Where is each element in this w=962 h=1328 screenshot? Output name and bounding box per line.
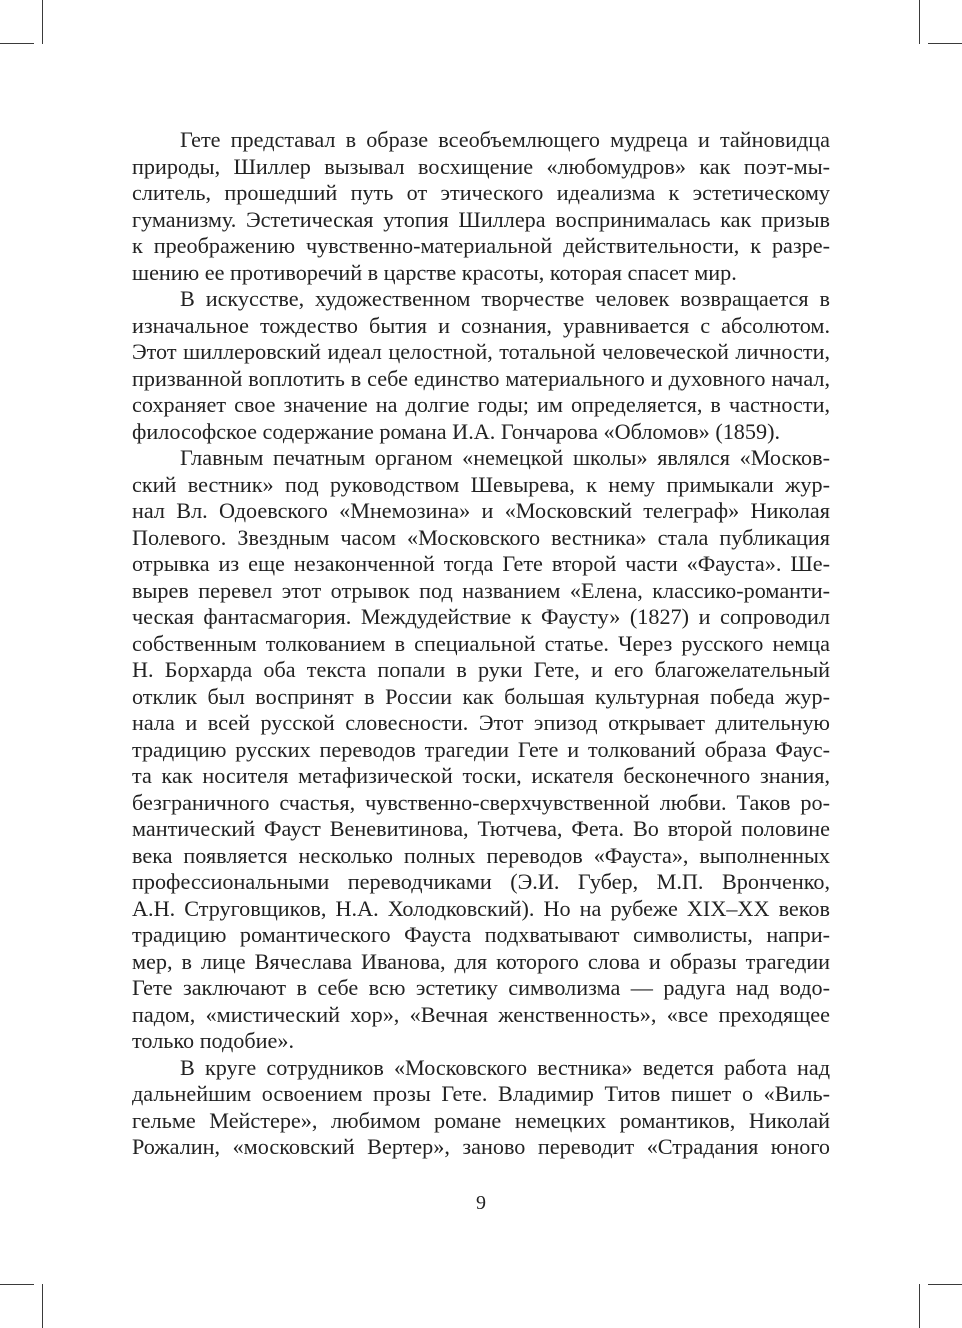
text-line: только подобие». (132, 1028, 295, 1053)
text-line: В круге сотрудников «Московского вестника» ведется работа над (180, 1054, 830, 1080)
text-line: профессиональными переводчиками (Э.И. Губер, М.П. Вронченко, (132, 869, 830, 894)
text-line: гельме Мейстере», любимом романе немецких романтиков, Николай (132, 1107, 830, 1133)
text-line: та как носителя метафизической тоски, искателя бесконечного знания, (132, 763, 830, 788)
text-line: Главным печатным органом «немецкой школы» являлся «Москов- (180, 445, 830, 470)
paragraph-goethe-schiller (132, 127, 830, 286)
text-line: призванной воплотить в себе единство материального и духовного начал, (132, 365, 830, 391)
crop-mark-bottom-right-horizontal (928, 1284, 962, 1285)
text-line: философское содержание романа И.А. Гончарова «Обломов» (1859). (132, 418, 781, 444)
text-line: гуманизму. Эстетическая утопия Шиллера воспринималась как призыв (132, 206, 830, 232)
crop-mark-top-left-horizontal (0, 43, 34, 44)
text-line: падом, «мистический хор», «Вечная женственность», «все преходящее (132, 1001, 830, 1027)
text-line: Гете представал в образе всеобъемлющего мудреца и тайновидца (180, 127, 830, 152)
crop-mark-top-left-vertical (42, 0, 43, 44)
paragraph-moscow-herald (132, 445, 830, 1055)
text-line: нала и всей русской словесности. Этот эпизод открывает длительную (132, 710, 830, 735)
text-line: дальнейшим освоением прозы Гете. Владимир Титов пишет о «Виль- (132, 1081, 830, 1106)
text-line: Этот шиллеровский идеал целостной, тотальной человеческой личности, (132, 339, 830, 364)
text-line: мер, в лице Вячеслава Иванова, для которого слова и образы трагедии (132, 948, 830, 974)
text-line: вырев перевел этот отрывок под названием «Елена, классико-романти- (132, 577, 830, 603)
body-text (132, 127, 830, 1161)
text-line: Н. Борхарда оба текста попали в руки Гете, и его благожелательный (132, 657, 830, 682)
text-line: традицию русских переводов трагедии Гете и толкований образа Фаус- (132, 736, 830, 762)
text-line: А.Н. Струговщиков, Н.А. Холодковский). Но на рубеже XIX–XX веков (132, 895, 830, 921)
text-line: природы, Шиллер вызывал восхищение «любомудров» как поэт-мы- (132, 153, 830, 179)
text-line: Гете заключают в себе всю эстетику символизма — радуга над водо- (132, 975, 830, 1000)
crop-mark-top-right-horizontal (928, 43, 962, 44)
crop-mark-bottom-left-vertical (42, 1284, 43, 1328)
text-line: отрывка из еще незаконченной тогда Гете второй части «Фауста». Ше- (132, 551, 830, 576)
text-line: отклик был воспринят в России как большая культурная победа жур- (132, 683, 830, 709)
crop-mark-bottom-left-horizontal (0, 1284, 34, 1285)
text-line: ский вестник» под руководством Шевырева, к нему примыкали жур- (132, 471, 830, 497)
text-line: слитель, прошедший путь от этического идеализма к эстетическому (132, 180, 830, 205)
text-line: века появляется несколько полных переводов «Фауста», выполненных (132, 842, 830, 868)
text-line: В искусстве, художественном творчестве человек возвращается в (180, 286, 830, 311)
text-line: сохраняет свое значение на долгие годы; им определяется, в частности, (132, 392, 830, 417)
text-line: изначальное тождество бытия и сознания, уравнивается с абсолютом. (132, 312, 830, 338)
text-line: собственным толкованием в специальной статье. Через русского немца (132, 630, 830, 656)
text-line: традицию романтического Фауста подхватывают символисты, напри- (132, 922, 830, 947)
text-line: Полевого. Звездным часом «Московского вестника» стала публикация (132, 524, 830, 550)
paragraph-goethe-prose (132, 1055, 830, 1161)
text-line: шению ее противоречий в царстве красоты, которая спасет мир. (132, 259, 737, 285)
text-line: безграничного счастья, чувственно-сверхчувственной любви. Таков ро- (132, 789, 830, 815)
text-line: ческая фантасмагория. Междудействие к Фаусту» (1827) и сопроводил (132, 604, 830, 629)
text-line: мантический Фауст Веневитинова, Тютчева, Фета. Во второй половине (132, 816, 830, 841)
paragraph-art-ideal (132, 286, 830, 445)
text-line: к преображению чувственно-материальной действительности, к разре- (132, 233, 830, 258)
text-line: нал Вл. Одоевского «Мнемозина» и «Московский телеграф» Николая (132, 498, 830, 523)
crop-mark-bottom-right-vertical (919, 1284, 920, 1328)
text-line: Рожалин, «московский Вертер», заново переводит «Страдания юного (132, 1134, 830, 1159)
crop-mark-top-right-vertical (919, 0, 920, 44)
page-number: 9 (476, 1192, 486, 1214)
